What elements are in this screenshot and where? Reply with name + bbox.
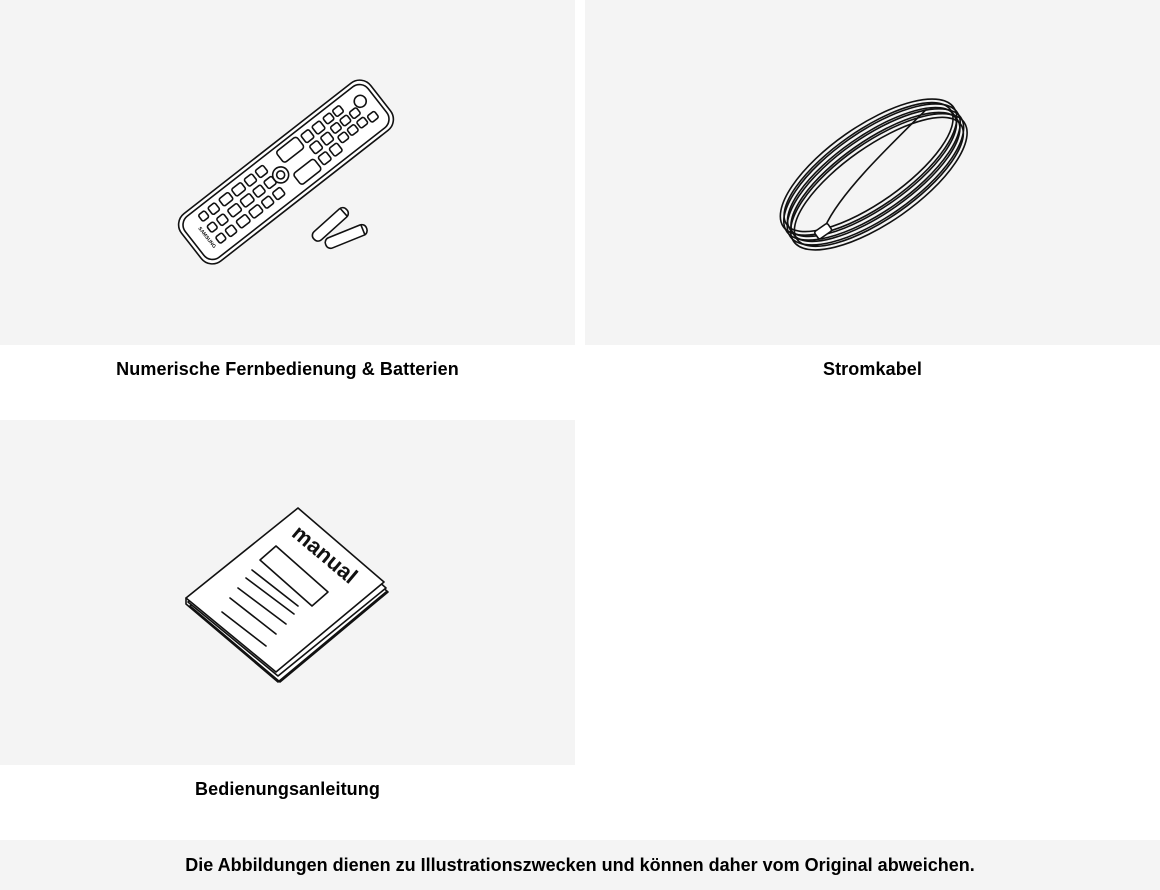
item-label: Stromkabel — [822, 359, 923, 379]
manual-image-panel — [0, 420, 575, 765]
item-card-cable — [585, 0, 1160, 380]
item-label: Bedienungsanleitung — [195, 779, 380, 799]
power-cable-icon — [585, 0, 1160, 345]
manual-booklet-icon — [0, 420, 575, 765]
svg-text:SAMSUNG: SAMSUNG — [196, 225, 217, 250]
cable-image-panel — [585, 0, 1160, 345]
item-label: Numerische Fernbedienung & Batterien — [116, 359, 459, 379]
item-card-manual — [0, 420, 575, 800]
remote-image-panel — [0, 0, 575, 345]
item-card-remote — [0, 0, 575, 380]
disclaimer-footer — [0, 840, 1160, 890]
remote-control-and-batteries-icon — [0, 0, 575, 345]
disclaimer-text: Die Abbildungen dienen zu Illustrationszwecken und können daher vom Original abweichen. — [185, 854, 975, 875]
manual-cover-text: manual — [287, 519, 363, 589]
